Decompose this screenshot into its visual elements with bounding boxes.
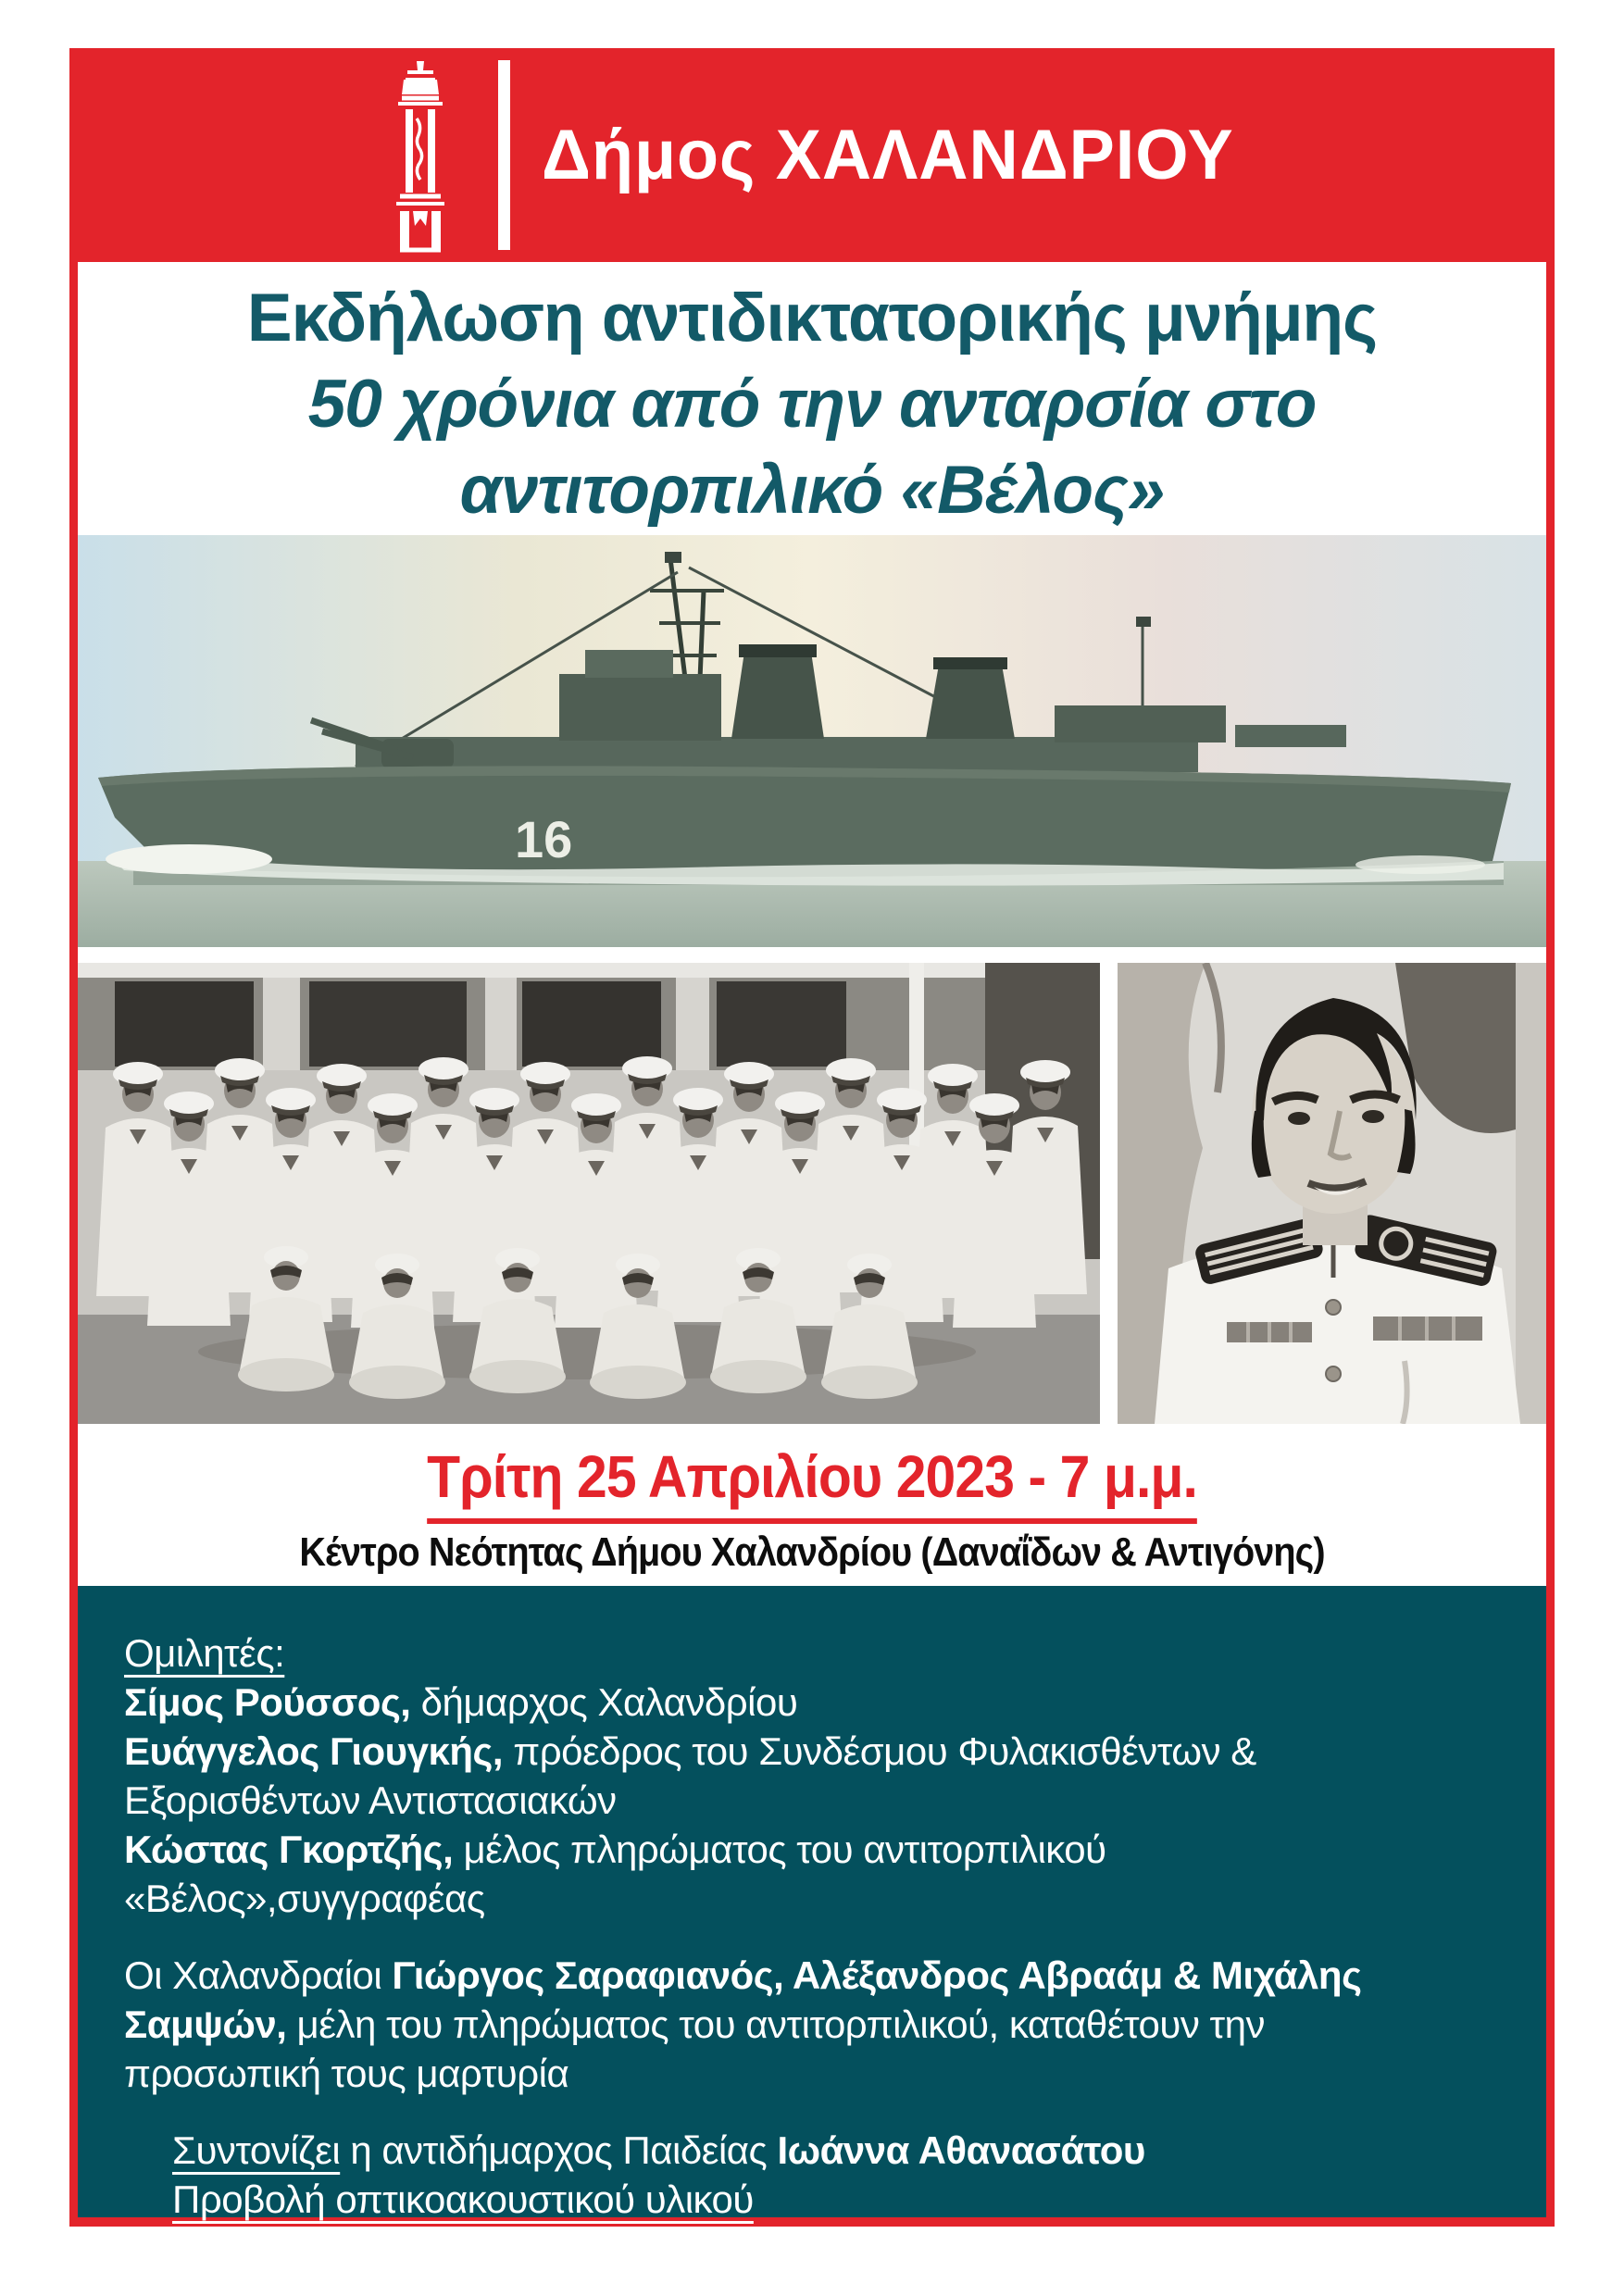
speakers-line	[124, 1776, 1509, 1825]
speakers-text-segment: μέλος πληρώματος του αντιτορπιλικού	[453, 1828, 1106, 1871]
speakers-text-segment: Οι Χαλανδραίοι	[124, 1953, 393, 1997]
speakers-line	[124, 2049, 1509, 2098]
speakers-text-segment: Ομιλητές:	[124, 1631, 285, 1675]
speakers-line	[124, 1727, 1509, 1776]
crew-photo	[78, 963, 1100, 1424]
speakers-text-segment: Κώστας Γκορτζής,	[124, 1828, 454, 1871]
speakers-text-segment: Σίμος Ρούσσος,	[124, 1680, 411, 1724]
event-venue: Κέντρο Νεότητας Δήμου Χαλανδρίου (Δαναΐδων & Αντιγόνης)	[299, 1529, 1325, 1575]
speakers-text-segment: Συντονίζει	[172, 2128, 341, 2172]
event-when-where	[78, 1424, 1546, 1586]
ship-photo	[78, 535, 1546, 947]
speakers-line	[124, 2000, 1509, 2049]
officer-photo	[1118, 963, 1546, 1424]
logo-divider	[498, 60, 510, 250]
speakers-line	[124, 2175, 1509, 2224]
speakers-line	[124, 1825, 1509, 1874]
photo-row	[78, 963, 1546, 1424]
speakers-text-segment: Ιωάννα Αθανασάτου	[777, 2128, 1145, 2172]
chalandri-tower-logo-icon	[380, 57, 461, 254]
speakers-text-segment: προσωπική τους μαρτυρία	[124, 2052, 569, 2095]
speakers-text-segment: πρόεδρος του Συνδέσμου Φυλακισθέντων &	[503, 1729, 1256, 1773]
speakers-text-segment: Σαμψών,	[124, 2003, 287, 2046]
speakers-line	[124, 1628, 1509, 1678]
officer-photo-illustration	[1118, 963, 1546, 1424]
event-title-line2: 50 χρόνια από την ανταρσία στο	[307, 367, 1317, 442]
municipality-name: Δήμος ΧΑΛΑΝΔΡΙΟΥ	[542, 116, 1234, 194]
event-title-line3: αντιτορπιλικό «Βέλος»	[459, 453, 1165, 528]
event-datetime: Τρίτη 25 Απριλίου 2023 - 7 μ.μ.	[427, 1442, 1197, 1524]
crew-photo-illustration	[78, 963, 1100, 1424]
speakers-box	[78, 1586, 1546, 2221]
speakers-line	[124, 1678, 1509, 1727]
ship-photo-illustration	[78, 535, 1546, 947]
photo-row-divider	[1100, 963, 1118, 1424]
photo-row-gap	[78, 947, 1546, 963]
poster-content	[69, 262, 1555, 2227]
poster-frame	[69, 48, 1555, 2227]
ship-hull-number: 16	[515, 810, 573, 868]
event-title-line1: Εκδήλωση αντιδικτατορικής μνήμης	[246, 281, 1378, 356]
speakers-text-segment: Προβολή οπτικοακουστικού υλικού	[172, 2177, 754, 2221]
speakers-line	[124, 2126, 1509, 2175]
event-title-block	[78, 262, 1546, 535]
speakers-line	[124, 1951, 1509, 2000]
speakers-text-segment: «Βέλος»,συγγραφέας	[124, 1877, 485, 1920]
speakers-text-segment: Ευάγγελος Γιουγκής,	[124, 1729, 504, 1773]
speakers-text-segment: Γιώργος Σαραφιανός, Αλέξανδρος Αβραάμ & Μιχάλης	[392, 1953, 1362, 1997]
speakers-line	[124, 1874, 1509, 1923]
speakers-text-segment: μέλη του πληρώματος του αντιτορπιλικού, καταθέτουν την	[286, 2003, 1265, 2046]
speakers-text-segment: δήμαρχος Χαλανδρίου	[410, 1680, 798, 1724]
municipality-banner	[69, 48, 1555, 262]
speakers-text-segment: η αντιδήμαρχος Παιδείας	[340, 2128, 778, 2172]
speakers-text-segment: Εξορισθέντων Αντιστασιακών	[124, 1778, 617, 1822]
